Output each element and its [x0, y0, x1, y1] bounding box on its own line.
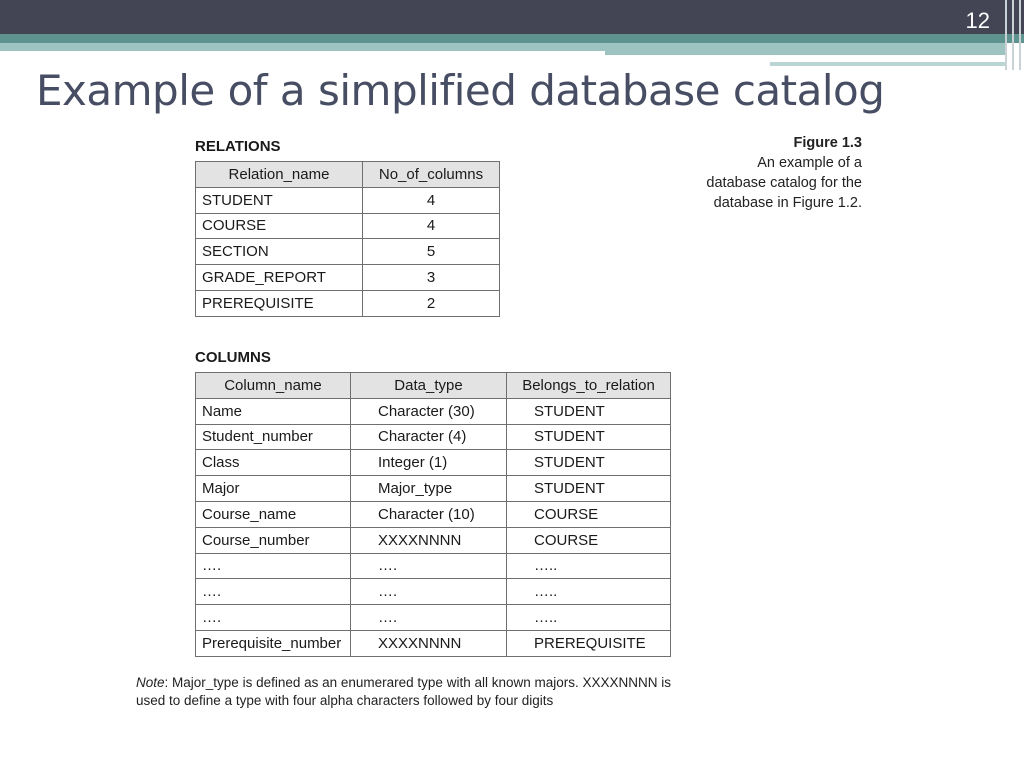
columns-label: COLUMNS [195, 349, 271, 366]
figure-caption-line: database in Figure 1.2. [713, 195, 862, 211]
top-bar [0, 0, 1024, 34]
data-type-cell: …. [351, 605, 507, 631]
table-row [196, 450, 671, 476]
column-name-cell: …. [196, 553, 351, 579]
table-row [196, 605, 671, 631]
column-name-cell: Course_name [196, 501, 351, 527]
data-type-cell: Major_type [351, 476, 507, 502]
accent-stripe-light [0, 43, 605, 51]
column-count-cell: 3 [363, 265, 500, 291]
column-name-cell: Major [196, 476, 351, 502]
slide-title: Example of a simplified database catalog [36, 66, 885, 115]
belongs-to-cell: COURSE [507, 527, 671, 553]
belongs-to-cell: ….. [507, 553, 671, 579]
column-name-cell: Class [196, 450, 351, 476]
belongs-to-cell: STUDENT [507, 450, 671, 476]
accent-stripe [0, 34, 1024, 43]
note-label: Note [136, 675, 165, 690]
belongs-to-cell: STUDENT [507, 398, 671, 424]
column-header: Relation_name [196, 162, 363, 188]
column-header: Data_type [351, 373, 507, 399]
column-header: Column_name [196, 373, 351, 399]
column-header: Belongs_to_relation [507, 373, 671, 399]
decor-line [1019, 0, 1021, 70]
data-type-cell: Integer (1) [351, 450, 507, 476]
table-row [196, 265, 500, 291]
data-type-cell: Character (30) [351, 398, 507, 424]
column-count-cell: 5 [363, 239, 500, 265]
data-type-cell: Character (4) [351, 424, 507, 450]
slide-number: 12 [965, 8, 990, 33]
belongs-to-cell: COURSE [507, 501, 671, 527]
relations-table [195, 161, 500, 317]
table-row [196, 476, 671, 502]
accent-stripe-light-right [605, 43, 1005, 55]
table-header-row [196, 162, 500, 188]
relation-name-cell: STUDENT [196, 187, 363, 213]
decor-line [1012, 0, 1014, 70]
relation-name-cell: PREREQUISITE [196, 290, 363, 316]
data-type-cell: XXXXNNNN [351, 630, 507, 656]
table-row [196, 239, 500, 265]
belongs-to-cell: ….. [507, 579, 671, 605]
table-row [196, 553, 671, 579]
belongs-to-cell: PREREQUISITE [507, 630, 671, 656]
figure-caption-line: database catalog for the [706, 175, 862, 191]
belongs-to-cell: STUDENT [507, 424, 671, 450]
column-count-cell: 4 [363, 187, 500, 213]
table-row [196, 424, 671, 450]
column-name-cell: …. [196, 579, 351, 605]
column-name-cell: Name [196, 398, 351, 424]
belongs-to-cell: STUDENT [507, 476, 671, 502]
figure-title: Figure 1.3 [793, 135, 862, 151]
table-row [196, 501, 671, 527]
figure-caption [706, 133, 862, 213]
table-row [196, 187, 500, 213]
relation-name-cell: COURSE [196, 213, 363, 239]
column-header: No_of_columns [363, 162, 500, 188]
data-type-cell: Character (10) [351, 501, 507, 527]
column-name-cell: …. [196, 605, 351, 631]
table-row [196, 579, 671, 605]
relation-name-cell: GRADE_REPORT [196, 265, 363, 291]
column-name-cell: Course_number [196, 527, 351, 553]
data-type-cell: …. [351, 553, 507, 579]
figure-caption-line: An example of a [757, 155, 862, 171]
belongs-to-cell: ….. [507, 605, 671, 631]
note-text: : Major_type is defined as an enumerared type with all known majors. XXXXNNNN is used to define a type with four alpha characters followed by four digits [136, 675, 672, 708]
table-header-row [196, 373, 671, 399]
column-name-cell: Prerequisite_number [196, 630, 351, 656]
table-row [196, 630, 671, 656]
decor-line [1005, 0, 1007, 70]
data-type-cell: …. [351, 579, 507, 605]
data-type-cell: XXXXNNNN [351, 527, 507, 553]
relation-name-cell: SECTION [196, 239, 363, 265]
column-count-cell: 2 [363, 290, 500, 316]
table-row [196, 527, 671, 553]
table-row [196, 290, 500, 316]
column-count-cell: 4 [363, 213, 500, 239]
table-row [196, 213, 500, 239]
relations-label: RELATIONS [195, 138, 281, 155]
column-name-cell: Student_number [196, 424, 351, 450]
columns-table [195, 372, 671, 657]
note [136, 674, 696, 710]
table-row [196, 398, 671, 424]
